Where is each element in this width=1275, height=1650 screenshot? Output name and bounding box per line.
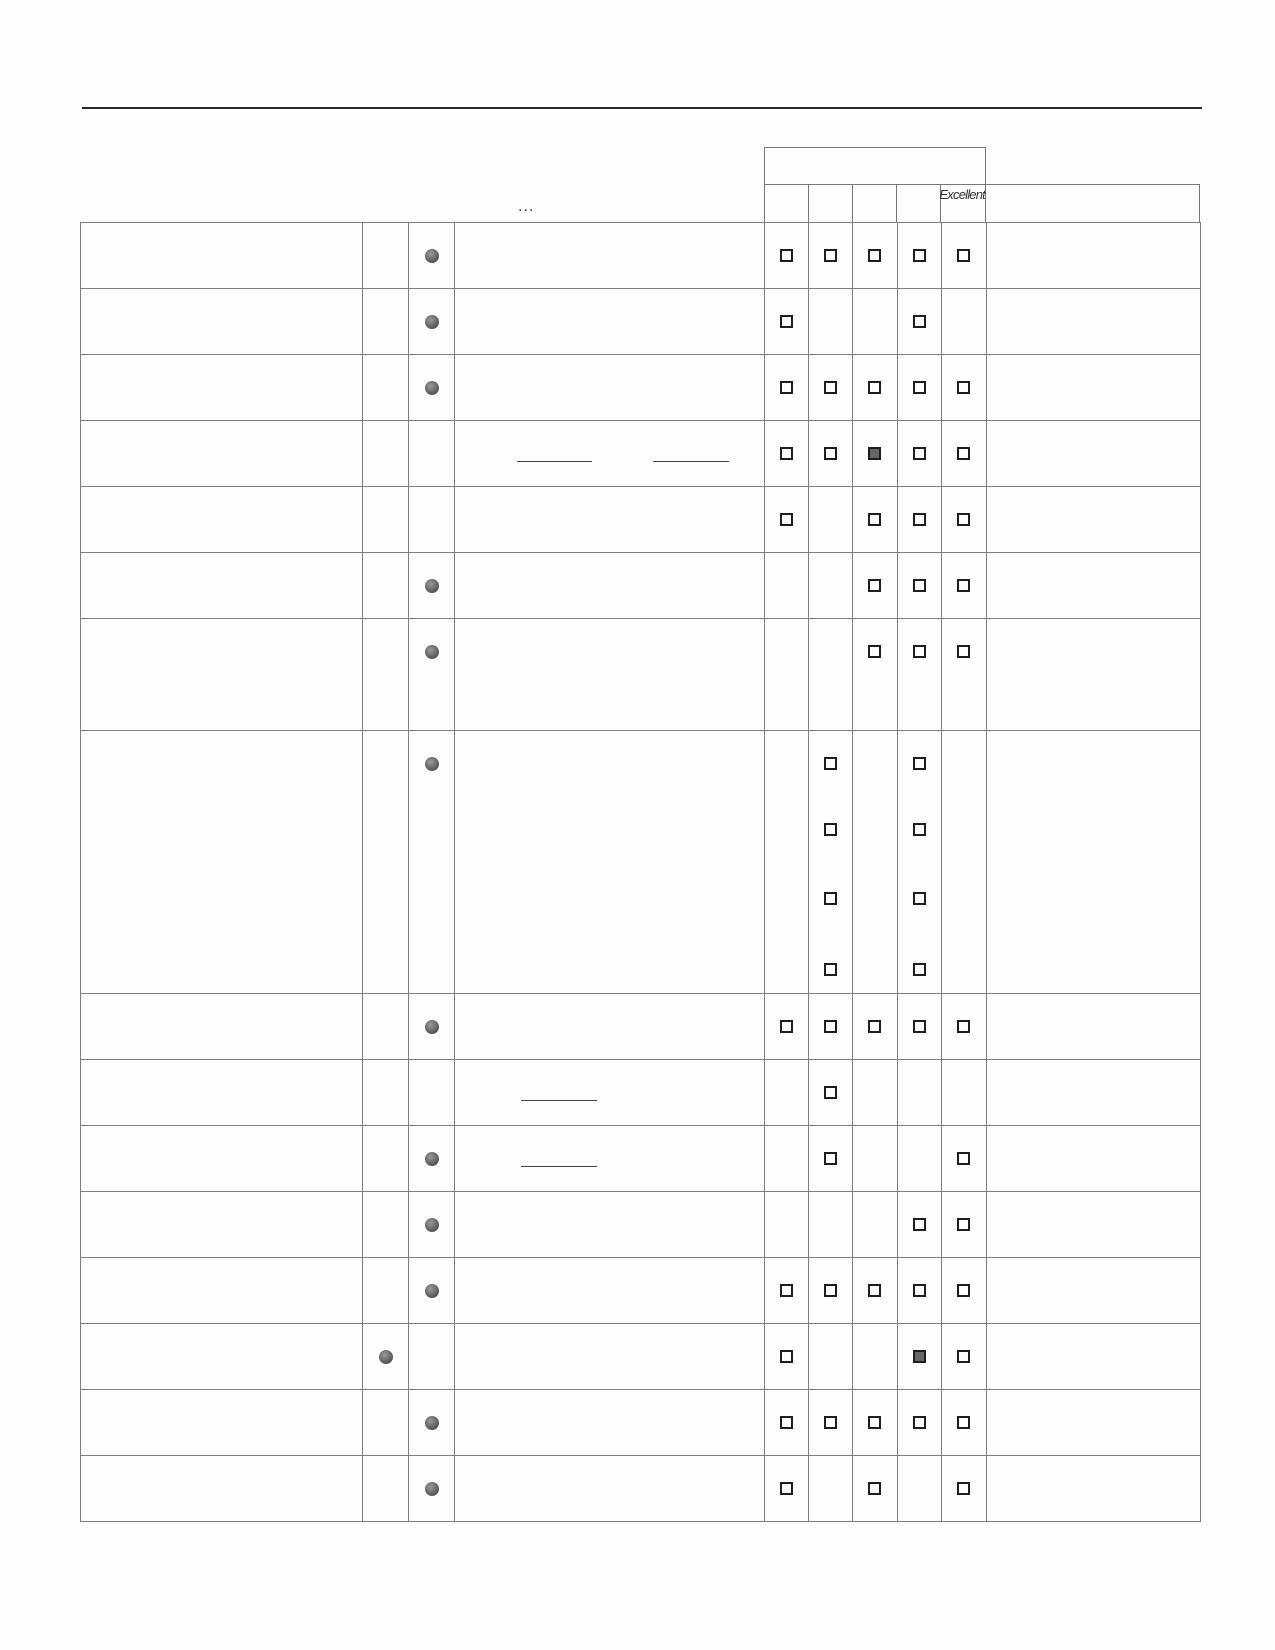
rating-2-cell — [809, 1060, 853, 1126]
table-row — [81, 421, 1201, 487]
rating-checkbox[interactable] — [913, 757, 926, 770]
rating-5-cell — [942, 1192, 987, 1258]
marker-dot-icon — [379, 1350, 393, 1364]
table-row — [81, 1324, 1201, 1390]
marker-col-b-cell — [409, 487, 455, 553]
description-cell — [455, 355, 765, 421]
rating-checkbox[interactable] — [824, 823, 837, 836]
description-cell — [455, 619, 765, 731]
rating-3-cell — [853, 731, 898, 994]
marker-dot-icon — [425, 1218, 439, 1232]
rating-1-cell — [765, 355, 809, 421]
rating-checkbox[interactable] — [780, 1416, 793, 1429]
rating-4-cell — [898, 1390, 942, 1456]
rating-checkbox[interactable] — [913, 1218, 926, 1231]
rating-5-cell — [942, 731, 987, 994]
comments-cell — [987, 421, 1201, 487]
rating-4-cell — [898, 619, 942, 731]
rating-5-cell — [942, 421, 987, 487]
rating-checkbox[interactable] — [868, 645, 881, 658]
marker-col-a-cell — [363, 1456, 409, 1522]
rating-1-cell — [765, 223, 809, 289]
description-cell — [455, 1126, 765, 1192]
ellipsis-text: ... — [518, 198, 535, 215]
marker-col-a-cell — [363, 1192, 409, 1258]
rating-3-cell — [853, 619, 898, 731]
description-cell — [455, 731, 765, 994]
rating-3-cell — [853, 1456, 898, 1522]
rating-4-cell — [898, 355, 942, 421]
description-cell — [455, 553, 765, 619]
rating-checkbox[interactable] — [780, 1350, 793, 1363]
rating-checkbox[interactable] — [824, 1020, 837, 1033]
rating-5-cell — [942, 355, 987, 421]
rating-col-5-header — [941, 185, 986, 222]
rating-checkbox[interactable] — [780, 1482, 793, 1495]
rating-4-cell — [898, 731, 942, 994]
description-cell — [455, 1456, 765, 1522]
description-cell — [455, 1192, 765, 1258]
rating-1-cell — [765, 994, 809, 1060]
item-label-cell — [81, 1060, 363, 1126]
rating-4-cell — [898, 553, 942, 619]
marker-col-b-cell — [409, 355, 455, 421]
marker-col-b-cell — [409, 553, 455, 619]
rating-3-cell — [853, 487, 898, 553]
rating-3-cell — [853, 994, 898, 1060]
marker-col-b-cell — [409, 1126, 455, 1192]
rating-checkbox[interactable] — [913, 823, 926, 836]
rating-4-cell — [898, 1126, 942, 1192]
rating-checkbox[interactable] — [780, 513, 793, 526]
rating-col-2-header — [809, 185, 853, 222]
item-label-cell — [81, 1324, 363, 1390]
rating-2-cell — [809, 421, 853, 487]
marker-col-b-cell — [409, 421, 455, 487]
item-label-cell — [81, 1390, 363, 1456]
marker-col-b-cell — [409, 1060, 455, 1126]
table-row — [81, 1390, 1201, 1456]
description-cell — [455, 421, 765, 487]
comments-cell — [987, 1258, 1201, 1324]
excellent-label: Excellent — [939, 187, 985, 202]
rating-5-cell — [942, 553, 987, 619]
rating-5-cell — [942, 1456, 987, 1522]
rating-4-cell — [898, 1258, 942, 1324]
marker-dot-icon — [425, 1416, 439, 1430]
rating-3-cell — [853, 223, 898, 289]
rating-4-cell — [898, 1324, 942, 1390]
rating-1-cell — [765, 1390, 809, 1456]
item-label-cell — [81, 1192, 363, 1258]
rating-checkbox[interactable] — [913, 513, 926, 526]
table-row — [81, 223, 1201, 289]
rating-2-cell — [809, 619, 853, 731]
description-cell — [455, 1060, 765, 1126]
rating-checkbox[interactable] — [824, 1416, 837, 1429]
rating-checkbox[interactable] — [913, 447, 926, 460]
table-row — [81, 1060, 1201, 1126]
rating-checkbox[interactable] — [957, 381, 970, 394]
comments-cell — [987, 1456, 1201, 1522]
comments-cell — [987, 731, 1201, 994]
rating-col-4-header — [897, 185, 941, 222]
rating-checkbox[interactable] — [824, 892, 837, 905]
marker-col-b-cell — [409, 731, 455, 994]
table-row — [81, 487, 1201, 553]
rating-checkbox[interactable] — [824, 249, 837, 262]
rating-checkbox[interactable] — [868, 1284, 881, 1297]
rating-3-cell — [853, 1192, 898, 1258]
rating-1-cell — [765, 619, 809, 731]
rating-4-cell — [898, 1192, 942, 1258]
rating-checkbox[interactable] — [913, 892, 926, 905]
marker-col-a-cell — [363, 1324, 409, 1390]
marker-col-b-cell — [409, 619, 455, 731]
marker-col-a-cell — [363, 1126, 409, 1192]
rating-checkbox[interactable] — [868, 447, 881, 460]
marker-dot-icon — [425, 1482, 439, 1496]
marker-col-b-cell — [409, 1456, 455, 1522]
item-label-cell — [81, 487, 363, 553]
comments-cell — [987, 1060, 1201, 1126]
rating-1-cell — [765, 289, 809, 355]
rating-checkbox[interactable] — [868, 1416, 881, 1429]
rating-group-header — [764, 147, 986, 184]
item-label-cell — [81, 1258, 363, 1324]
marker-col-a-cell — [363, 1258, 409, 1324]
marker-col-a-cell — [363, 487, 409, 553]
comments-cell — [987, 289, 1201, 355]
description-cell — [455, 1258, 765, 1324]
comments-cell — [987, 1390, 1201, 1456]
rating-2-cell — [809, 731, 853, 994]
rating-4-cell — [898, 994, 942, 1060]
rating-checkbox[interactable] — [868, 381, 881, 394]
fill-in-line — [653, 461, 729, 462]
rating-checkbox[interactable] — [913, 1284, 926, 1297]
rating-3-cell — [853, 355, 898, 421]
rating-checkbox[interactable] — [913, 579, 926, 592]
rating-checkbox[interactable] — [780, 381, 793, 394]
marker-col-a-cell — [363, 223, 409, 289]
description-cell — [455, 223, 765, 289]
rating-col-1-header — [765, 185, 809, 222]
rating-checkbox[interactable] — [780, 447, 793, 460]
description-cell — [455, 1390, 765, 1456]
marker-dot-icon — [425, 645, 439, 659]
rating-checkbox[interactable] — [913, 249, 926, 262]
table-row — [81, 731, 1201, 994]
comments-header — [986, 185, 1199, 222]
rating-checkbox[interactable] — [913, 645, 926, 658]
item-label-cell — [81, 421, 363, 487]
comments-cell — [987, 355, 1201, 421]
rating-checkbox[interactable] — [913, 381, 926, 394]
rating-3-cell — [853, 1126, 898, 1192]
rating-checkbox[interactable] — [824, 963, 837, 976]
rating-3-cell — [853, 553, 898, 619]
rating-checkbox[interactable] — [957, 579, 970, 592]
rating-4-cell — [898, 1456, 942, 1522]
rating-checkbox[interactable] — [957, 645, 970, 658]
rating-checkbox[interactable] — [957, 249, 970, 262]
marker-col-a-cell — [363, 1060, 409, 1126]
rating-1-cell — [765, 553, 809, 619]
rating-checkbox[interactable] — [913, 315, 926, 328]
rating-checkbox[interactable] — [780, 1284, 793, 1297]
rating-2-cell — [809, 1258, 853, 1324]
rating-checkbox[interactable] — [824, 1086, 837, 1099]
rating-checkbox[interactable] — [868, 513, 881, 526]
marker-col-b-cell — [409, 1258, 455, 1324]
rating-5-cell — [942, 223, 987, 289]
fill-in-line — [521, 1100, 597, 1101]
marker-col-a-cell — [363, 421, 409, 487]
rating-2-cell — [809, 355, 853, 421]
comments-cell — [987, 1192, 1201, 1258]
rating-checkbox[interactable] — [957, 447, 970, 460]
rating-5-cell — [942, 994, 987, 1060]
marker-col-a-cell — [363, 731, 409, 994]
marker-dot-icon — [425, 757, 439, 771]
rating-checkbox[interactable] — [957, 1416, 970, 1429]
rating-column-headers — [764, 184, 1200, 222]
marker-col-b-cell — [409, 1390, 455, 1456]
fill-in-line — [521, 1166, 597, 1167]
rating-checkbox[interactable] — [868, 249, 881, 262]
rating-checkbox[interactable] — [957, 513, 970, 526]
rating-checkbox[interactable] — [957, 1284, 970, 1297]
rating-2-cell — [809, 289, 853, 355]
rating-checkbox[interactable] — [868, 1482, 881, 1495]
marker-col-a-cell — [363, 553, 409, 619]
rating-2-cell — [809, 1456, 853, 1522]
marker-col-a-cell — [363, 1390, 409, 1456]
marker-dot-icon — [425, 381, 439, 395]
rating-1-cell — [765, 1126, 809, 1192]
rating-2-cell — [809, 1390, 853, 1456]
rating-checkbox[interactable] — [824, 447, 837, 460]
rating-checkbox[interactable] — [780, 315, 793, 328]
item-label-cell — [81, 994, 363, 1060]
marker-col-b-cell — [409, 994, 455, 1060]
rating-checkbox[interactable] — [913, 1416, 926, 1429]
rating-2-cell — [809, 223, 853, 289]
table-row — [81, 1126, 1201, 1192]
rating-checkbox[interactable] — [957, 1152, 970, 1165]
comments-cell — [987, 487, 1201, 553]
rating-checkbox[interactable] — [957, 1482, 970, 1495]
marker-dot-icon — [425, 1020, 439, 1034]
rating-3-cell — [853, 289, 898, 355]
marker-dot-icon — [425, 579, 439, 593]
rating-1-cell — [765, 1456, 809, 1522]
rating-1-cell — [765, 1324, 809, 1390]
rating-4-cell — [898, 487, 942, 553]
marker-col-a-cell — [363, 619, 409, 731]
rating-checkbox[interactable] — [824, 1284, 837, 1297]
description-cell — [455, 487, 765, 553]
rating-2-cell — [809, 1126, 853, 1192]
table-row — [81, 1456, 1201, 1522]
rating-1-cell — [765, 487, 809, 553]
rating-checkbox[interactable] — [957, 1350, 970, 1363]
rating-1-cell — [765, 421, 809, 487]
marker-dot-icon — [425, 315, 439, 329]
comments-cell — [987, 223, 1201, 289]
rating-checkbox[interactable] — [913, 1350, 926, 1363]
rating-2-cell — [809, 1192, 853, 1258]
table-row — [81, 289, 1201, 355]
rating-5-cell — [942, 487, 987, 553]
rating-3-cell — [853, 1060, 898, 1126]
rating-checkbox[interactable] — [957, 1218, 970, 1231]
rating-5-cell — [942, 289, 987, 355]
marker-col-b-cell — [409, 1324, 455, 1390]
rating-checkbox[interactable] — [824, 381, 837, 394]
rating-5-cell — [942, 1324, 987, 1390]
rating-2-cell — [809, 994, 853, 1060]
rating-5-cell — [942, 1390, 987, 1456]
marker-dot-icon — [425, 249, 439, 263]
rating-5-cell — [942, 619, 987, 731]
marker-col-b-cell — [409, 1192, 455, 1258]
item-label-cell — [81, 223, 363, 289]
table-row — [81, 355, 1201, 421]
rating-1-cell — [765, 1060, 809, 1126]
header-rule — [82, 107, 1202, 109]
rating-checkbox[interactable] — [913, 1020, 926, 1033]
comments-cell — [987, 619, 1201, 731]
rating-checkbox[interactable] — [957, 1020, 970, 1033]
description-cell — [455, 994, 765, 1060]
comments-cell — [987, 1324, 1201, 1390]
description-cell — [455, 289, 765, 355]
rating-5-cell — [942, 1126, 987, 1192]
item-label-cell — [81, 619, 363, 731]
marker-col-a-cell — [363, 289, 409, 355]
item-label-cell — [81, 731, 363, 994]
rating-checkbox[interactable] — [780, 1020, 793, 1033]
rating-3-cell — [853, 421, 898, 487]
item-label-cell — [81, 1456, 363, 1522]
evaluation-table — [80, 222, 1201, 1522]
table-row — [81, 619, 1201, 731]
comments-cell — [987, 553, 1201, 619]
rating-3-cell — [853, 1390, 898, 1456]
marker-col-b-cell — [409, 289, 455, 355]
rating-checkbox[interactable] — [824, 1152, 837, 1165]
rating-checkbox[interactable] — [868, 579, 881, 592]
rating-col-3-header — [853, 185, 898, 222]
rating-checkbox[interactable] — [780, 249, 793, 262]
rating-4-cell — [898, 289, 942, 355]
rating-2-cell — [809, 1324, 853, 1390]
rating-1-cell — [765, 731, 809, 994]
rating-checkbox[interactable] — [868, 1020, 881, 1033]
item-label-cell — [81, 289, 363, 355]
marker-col-a-cell — [363, 994, 409, 1060]
rating-2-cell — [809, 487, 853, 553]
rating-4-cell — [898, 421, 942, 487]
comments-cell — [987, 1126, 1201, 1192]
rating-2-cell — [809, 553, 853, 619]
rating-1-cell — [765, 1258, 809, 1324]
rating-3-cell — [853, 1258, 898, 1324]
rating-5-cell — [942, 1060, 987, 1126]
item-label-cell — [81, 553, 363, 619]
marker-col-a-cell — [363, 355, 409, 421]
rating-4-cell — [898, 1060, 942, 1126]
rating-5-cell — [942, 1258, 987, 1324]
table-row — [81, 1258, 1201, 1324]
item-label-cell — [81, 1126, 363, 1192]
fill-in-line — [517, 461, 592, 462]
table-row — [81, 994, 1201, 1060]
rating-4-cell — [898, 223, 942, 289]
rating-1-cell — [765, 1192, 809, 1258]
marker-dot-icon — [425, 1152, 439, 1166]
table-row — [81, 1192, 1201, 1258]
item-label-cell — [81, 355, 363, 421]
description-cell — [455, 1324, 765, 1390]
marker-dot-icon — [425, 1284, 439, 1298]
rating-checkbox[interactable] — [913, 963, 926, 976]
marker-col-b-cell — [409, 223, 455, 289]
table-row — [81, 553, 1201, 619]
comments-cell — [987, 994, 1201, 1060]
rating-checkbox[interactable] — [824, 757, 837, 770]
rating-3-cell — [853, 1324, 898, 1390]
